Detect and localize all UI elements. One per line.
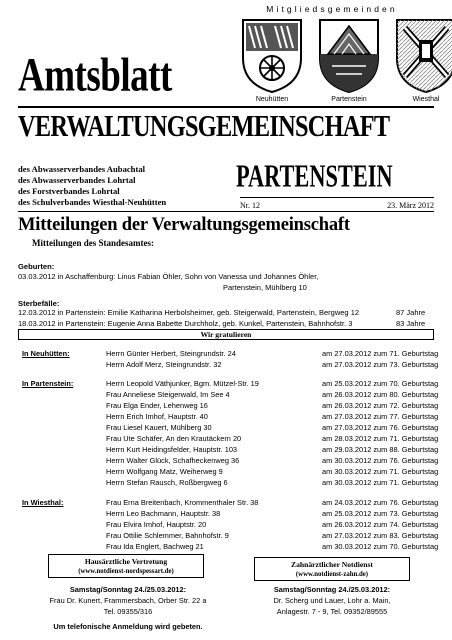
location-partenstein: In Partenstein: (22, 379, 74, 388)
org-line-3: des Forstverbandes Lohrtal (18, 186, 120, 196)
org-line-4: des Schulverbandes Wiesthal-Neuhütten (18, 197, 167, 207)
congrats-name: Herrn Kurt Heidingsfelder, Hauptstr. 103 (106, 445, 238, 454)
births-heading: Geburten: (18, 262, 55, 271)
congrats-date: am 27.03.2012 zum 76. Geburtstag (322, 423, 439, 432)
congrats-name: Herrn Stefan Rausch, Roßbergweg 6 (106, 478, 228, 487)
doctor-line-1: Frau Dr. Kunert, Frammersbach, Orber Str. 22 a (49, 596, 207, 605)
doctor-when: Samstag/Sonntag 24./25.03.2012: (69, 585, 187, 594)
place-title: PARTENSTEIN (236, 158, 393, 194)
issue-rule (240, 197, 434, 198)
congrats-date: am 25.03.2012 zum 73. Geburtstag (322, 509, 439, 518)
congrats-date: am 27.03.2012 zum 73. Geburtstag (322, 360, 439, 369)
death-entry-1: 12.03.2012 in Partenstein: Emilie Katharina Herbolsheimer, geb. Steigerwald, Partenstein, Bergweg 12 (18, 308, 360, 317)
congrats-name: Frau Erna Breitenbach, Krommenthaler Str. 38 (106, 498, 259, 507)
crest-neuhuetten-icon (241, 18, 303, 94)
congrats-heading: Wir gratulieren (18, 329, 434, 340)
congrats-name: Frau Elvira Imhof, Hauptstr. 20 (106, 520, 207, 529)
congrats-date: am 29.03.2012 zum 88. Geburtstag (322, 445, 439, 454)
congrats-date: am 27.03.2012 zum 77. Geburtstag (322, 412, 439, 421)
congrats-date: am 30.03.2012 zum 71. Geburtstag (322, 478, 439, 487)
death-entry-2: 18.03.2012 in Partenstein: Eugenie Anna Babette Durchholz, geb. Kunkel, Partenstein, Bahnhofstr. 3 (18, 319, 353, 328)
congrats-date: am 30.03.2012 zum 70. Geburtstag (322, 542, 439, 551)
members-heading: Mitgliedsgemeinden (266, 4, 398, 14)
crest-partenstein-icon (318, 18, 380, 94)
section-title: Mitteilungen der Verwaltungsgemeinschaft (18, 215, 350, 235)
death-age-1: 87 Jahre (396, 308, 426, 317)
issue-date: 23. März 2012 (387, 201, 434, 210)
congrats-name: Frau Anneliese Steigerwald, Im See 4 (106, 390, 230, 399)
congrats-name: Herrn Leopold Väthjunker, Bgm. Mützel-Str. 19 (106, 379, 259, 388)
doctor-url: (www.notdienst-nordspessart.de) (78, 567, 174, 575)
congrats-name: Frau Ottilie Schlemmer, Bahnhofstr. 9 (106, 531, 229, 540)
congrats-date: am 27.03.2012 zum 71. Geburtstag (322, 349, 439, 358)
doctor-box (48, 554, 204, 578)
section-subtitle: Mitteilungen des Standesamtes: (32, 238, 154, 248)
crest-label-partenstein: Partenstein (331, 96, 367, 103)
crest-label-wiesthal: Wiesthal (412, 96, 440, 103)
congrats-name: Herrn Adolf Merz, Steingrundstr. 32 (106, 360, 222, 369)
congrats-date: am 30.03.2012 zum 76. Geburtstag (322, 456, 439, 465)
congrats-name: Frau Elga Ender, Lehenweg 16 (106, 401, 208, 410)
crest-label-neuhuetten: Neuhütten (255, 96, 289, 103)
dentist-title: Zahnärztlicher Notdienst (291, 560, 373, 569)
doctor-line-2: Tel. 09355/316 (103, 607, 153, 616)
doctor-title: Hausärztliche Vertretung (84, 557, 168, 566)
location-neuhuetten: In Neuhütten: (22, 349, 70, 358)
birth-line-2: Partenstein, Mühlberg 10 (223, 283, 307, 292)
death-age-2: 83 Jahre (396, 319, 426, 328)
section-rule (18, 211, 434, 212)
congrats-date: am 26.03.2012 zum 72. Geburtstag (322, 401, 439, 410)
doctor-footer: Um telefonische Anmeldung wird gebeten. (53, 622, 203, 631)
congrats-date: am 26.03.2012 zum 74. Geburtstag (322, 520, 439, 529)
issue-number: Nr. 12 (240, 201, 260, 210)
congrats-name: Herrn Walter Glück, Schafheckenweg 36 (106, 456, 240, 465)
birth-line-1: 03.03.2012 in Aschaffenburg: Linus Fabian Öhler, Sohn von Vanessa und Johannes Öhler, (18, 272, 319, 281)
congrats-name: Frau Ida Englert, Bachweg 21 (106, 542, 204, 551)
congrats-name: Herrn Erich Imhof, Hauptstr. 40 (106, 412, 208, 421)
congrats-date: am 27.03.2012 zum 83. Geburtstag (322, 531, 439, 540)
congrats-date: am 24.03.2012 zum 76. Geburtstag (322, 498, 439, 507)
congrats-date: am 26.03.2012 zum 80. Geburtstag (322, 390, 439, 399)
dentist-box (254, 557, 410, 581)
congrats-name: Herrn Günter Herbert, Steingrundstr. 24 (106, 349, 236, 358)
congrats-name: Herrn Wolfgang Matz, Weiherweg 9 (106, 467, 223, 476)
org-line-2: des Abwasserverbandes Lohrtal (18, 175, 136, 185)
congrats-date: am 28.03.2012 zum 71. Geburtstag (322, 434, 439, 443)
congrats-name: Frau Liesel Kauert, Mühlberg 30 (106, 423, 212, 432)
vwg-title: VERWALTUNGSGEMEINSCHAFT (18, 107, 390, 143)
deaths-heading: Sterbefälle: (18, 299, 60, 308)
masthead-amtsblatt: Amtsblatt (18, 49, 172, 102)
org-line-1: des Abwasserverbandes Aubachtal (18, 164, 146, 174)
congrats-name: Herrn Leo Bachmann, Hauptstr. 38 (106, 509, 221, 518)
dentist-url: (www.notdienst-zahn.de) (295, 570, 369, 578)
dentist-when: Samstag/Sonntag 24./25.03.2012: (273, 585, 391, 594)
congrats-date: am 25.03.2012 zum 70. Geburtstag (322, 379, 439, 388)
congrats-date: am 30.03.2012 zum 71. Geburtstag (322, 467, 439, 476)
location-wiesthal: In Wiesthal: (22, 498, 64, 507)
congrats-name: Frau Ute Schäfer, An den Krautäckern 20 (106, 434, 242, 443)
dentist-line-1: Dr. Scherg und Lauer, Lohr a. Main, (273, 596, 391, 605)
crest-wiesthal-icon (395, 18, 452, 94)
dentist-line-2: Anlagestr. 7 - 9, Tel. 09352/89555 (276, 607, 388, 616)
